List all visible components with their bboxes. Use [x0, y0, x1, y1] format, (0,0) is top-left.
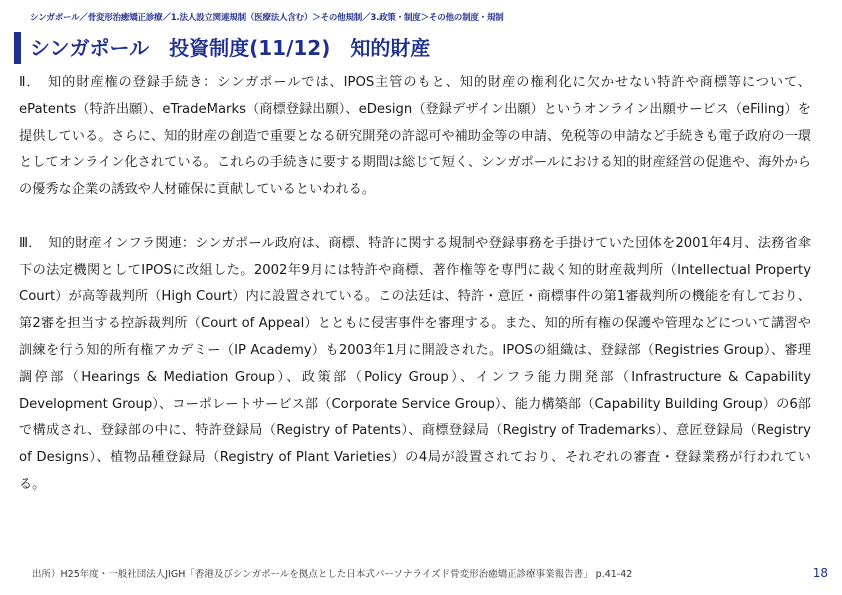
title-accent-bar	[14, 32, 21, 64]
main-content	[19, 70, 811, 499]
page-number: 18	[812, 566, 828, 580]
paragraph-ip-infrastructure: Ⅲ． 知的財産インフラ関連：シンガポール政府は、商標、特許に関する規制や登録事務を手掛けていた団体を2001年4月、法務省傘下の法定機関としてIPOSに改組した。2002年9月には特許や商標、著作権等を専門に裁く知的財産裁判所（Intellectual Property Court）が高等裁判所（High Court）内に設置されている。この法廷は、特許・意匠・商標事件の第1審裁判所の機能を有しており、第2審を担当する控訴裁判所（Court of Appeal）とともに侵害事件を審理する。また、知的所有権の保護や管理などについて講習や訓練を行う知的所有権アカデミー（IP Academy）も2003年1月に開設された。IPOSの組織は、登録部（Registries Group）、審理調停部（Hearings & Mediation Group）、政策部（Policy Group）、インフラ能力開発部（Infrastructure & Capability Development Group）、コーポレートサービス部（Corporate Service Group）、能力構築部（Capability Building Group）の6部で構成され、登録部の中に、特許登録局（Registry of Patents）、商標登録局（Registry of Trademarks）、意匠登録局（Registry of Designs）、植物品種登録局（Registry of Plant Varieties）の4局が設置されており、それぞれの審査・登録業務が行われている。	[19, 235, 811, 492]
paragraph-ip-registration: Ⅱ． 知的財産権の登録手続き：シンガポールでは、IPOS主管のもと、知的財産の権利化に欠かせない特許や商標等について、ePatents（特許出願）、eTradeMarks（商標登録出願）、eDesign（登録デザイン出願）というオンライン出願サービス（eFiling）を提供している。さらに、知的財産の創造で重要となる研究開発の許認可や補助金等の申請、免税等の申請など手続きも電子政府の一環としてオンライン化されている。これらの手続きに要する期間は総じて短く、シンガポールにおける知的財産経営の促進や、海外からの優秀な企業の誘致や人材確保に貢献しているといわれる。	[19, 75, 811, 198]
breadcrumb: シンガポール／骨変形治癒矯正診療／1.法人設立関連規制（医療法人含む）＞その他規制／3.政策・制度＞その他の制度・規制	[30, 13, 504, 23]
source-citation: 出所）H25年度・一般社団法人JIGH「香港及びシンガポールを拠点とした日本式パーソナライズド骨変形治癒矯正診療事業報告書」 p.41-42	[32, 569, 633, 580]
page-title: シンガポール 投資制度(11/12) 知的財産	[30, 36, 431, 60]
